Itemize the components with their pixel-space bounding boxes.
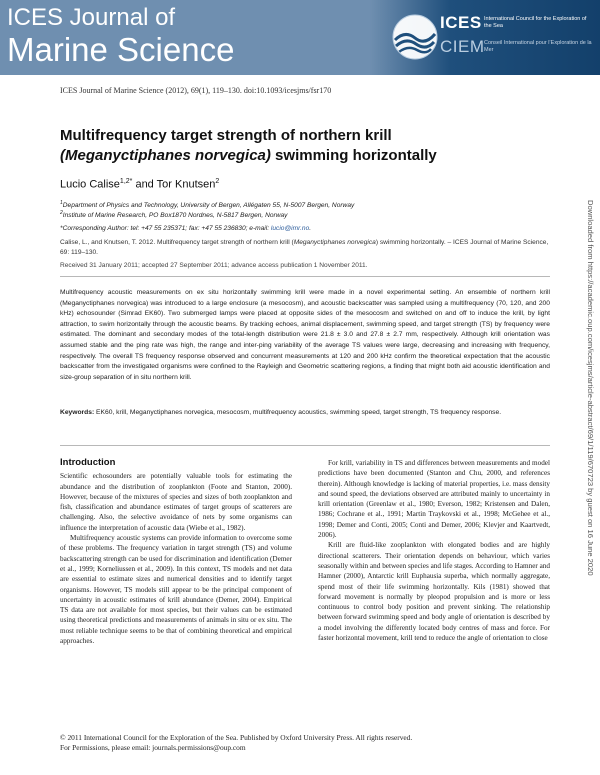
cite-species: Meganyctiphanes norvegica xyxy=(293,239,376,246)
corresponding-end: . xyxy=(309,225,312,232)
cite-part2: ) swimming horizontally. – ICES Journal of Marine Science, 69: 119–130. xyxy=(60,239,549,256)
author-2-affil: 2 xyxy=(215,178,220,185)
intro-heading: Introduction xyxy=(60,457,116,468)
corresponding-text: *Corresponding Author: tel: +47 55 235371; fax: +47 55 236830; e-mail: xyxy=(60,225,271,232)
author-list xyxy=(60,178,219,191)
abstract: Multifrequency acoustic measurements on ex situ horizontally swimming krill were made in a novel experimental setting. An ensemble of northern krill (Meganyctiphanes norvegica) was introduced to a large enclosure (a mesocosm), and acoustic backscatter was sampled using a multifrequency (70, 120, and 200 kHz) echosounder (Simrad EK60). Two submerged lamps were placed at opposite sides of the mesocosm and switched on and off to induce the krill, by light attraction, to swim horizontally through the acoustic beams. By tracking echoes, animal displacement, swimming speed, and target strength (TS) by frequency were estimated. The dominant and secondary modes of the total-length distribution were 21.8 ± 3.0 and 27.8 ± 2.7 mm, respectively. Although krill orientation was assumed stable and the ping rate was high, the range and inter-ping variability of the average TS values were large, decreasing and increasing with frequency, respectively. The overall TS frequency response observed and concurrent measurements at 120 and 200 kHz confirm the theoretical expectation that the acoustic backscatter from the investigated organisms were confined to the Rayleigh and Geometric scattering regions, a finding that might both aid acoustic identification and size-group separation of in situ northern krill. xyxy=(60,289,550,381)
intro-paragraph-2: Multifrequency acoustic systems can provide information to overcome some of these problems. The frequency variation in target strength (TS) and volume backscattering strength can be used for discrimination and identification (Demer et al., 1999; Korneliussen et al., 2009). In this context, TS models and net data are essential to estimate sizes and numerical densities and to identify target organisms. However, TS models still appear to be the principal component of uncertainty in acoustic estimates of krill abundance (Demer, 2004). Empirical TS data are not available for most species, but their values can be estimated using theoretical predictions and measurements of animals in situ or ex situ. The most reliable technique seems to be that of combining theoretical and empirical approaches. xyxy=(60,534,292,646)
org-name-english: International Council for the Exploration of the Sea xyxy=(484,16,587,29)
copyright-notice: © 2011 International Council for the Exploration of the Sea. Published by Oxford University Press. All rights reserved. xyxy=(60,733,413,742)
keywords-label: Keywords: xyxy=(60,409,95,416)
ices-globe-logo-icon xyxy=(390,12,440,62)
cite-part1: Calise, L., and Knutsen, T. 2012. Multifrequency target strength of northern krill ( xyxy=(60,239,294,246)
intro-right-column xyxy=(318,458,550,643)
publication-dates: Received 31 January 2011; accepted 27 September 2011; advance access publication 1 November 2011. xyxy=(60,262,368,269)
page-footer xyxy=(60,733,550,753)
affiliation-1-text: Department of Physics and Technology, University of Bergen, Allégaten 55, N-5007 Bergen, Norway xyxy=(62,202,355,210)
intro-paragraph-3: For krill, variability in TS and differences between measurements and model predictions have been documented (Stanton and Chu, 2000, and references therein). Although knowledge is lacking of material properties, i.e. mass density and sound speed, the deviations observed are attributed mainly to uncertainty in krill orientation (Greenlaw et al., 1980; Everson, 1982; Kristensen and Dalen, 1986; Cochrane et al., 1991; Martin Traykovski et al., 1998; McGehee et al., 1998; Demer and Conti, 2005; Conti and Demer, 2006; Klevjer and Kaartvedt, 2006). xyxy=(318,459,550,540)
ciem-wordmark: CIEM xyxy=(440,37,485,56)
divider-bottom xyxy=(60,445,550,446)
journal-title-line1: ICES Journal of xyxy=(7,4,176,31)
title-species: (Meganyctiphanes norvegica) xyxy=(60,147,271,164)
affiliation-2-sup: 2 xyxy=(60,210,63,216)
divider-top xyxy=(60,276,550,277)
intro-paragraph-1: Scientific echosounders are potentially valuable tools for estimating the abundance and the distribution of zooplankton (Foote and Stanton, 2000). However, because of the mixtures of species and sizes of both zooplankton and fish, classification and abundance estimates of target groups of scatterers are challenging. Also, the selective avoidance of nets by some organisms can influence the interpretation of acoustic data (Wiebe et al., 1982). xyxy=(60,472,292,532)
journal-title xyxy=(7,4,234,68)
author-1: Lucio Calise xyxy=(60,178,120,191)
ices-wordmark: ICES xyxy=(440,13,482,32)
download-watermark-text: Downloaded from https://academic.oup.com/icesjms/article-abstract/69/1/119/670723 by guest on 16 June 2020 xyxy=(586,200,595,576)
corresponding-email-link[interactable]: lucio@imr.no xyxy=(270,225,310,232)
title-line2-rest: swimming horizontally xyxy=(270,147,437,164)
keywords xyxy=(60,408,550,419)
affiliation-1-sup: 1 xyxy=(60,200,63,206)
download-watermark xyxy=(584,200,596,620)
author-and: and xyxy=(132,178,157,191)
journal-citation: ICES Journal of Marine Science (2012), 69(1), 119–130. doi:10.1093/icesjms/fsr170 xyxy=(60,86,332,95)
article-title xyxy=(60,126,560,166)
intro-left-column xyxy=(60,458,292,646)
permissions-notice: For Permissions, please email: journals.permissions@oup.com xyxy=(60,743,246,752)
title-line1: Multifrequency target strength of northern krill xyxy=(60,127,392,144)
cite-reference xyxy=(60,238,550,258)
intro-paragraph-4: Krill are fluid-like zooplankton with elongated bodies and are highly directional scatterers. Their orientation depends on behaviour, which varies seasonally within and between species and life stages. According to Hamner and Hamner (2000), Antarctic krill Euphausia superba, which normally aggregate, spend most of their life swimming horizontally. Kils (1981) showed that forward movement is normally by pleopod propulsion and is more or less continuous to control body position and prevent sinking. The relationship between forward swimming speed and body angle of orientation is described by a model involving the differently located body centres of mass and force. For faster horizontal movement, krill tend to reduce the angle of orientation to close xyxy=(318,541,550,643)
journal-title-line2: Marine Science xyxy=(7,31,235,68)
keywords-text: EK60, krill, Meganyctiphanes norvegica, mesocosm, multifrequency acoustics, swimming speed, target strength, TS frequency response. xyxy=(94,409,502,416)
author-2: Tor Knutsen xyxy=(156,178,216,191)
corresponding-author xyxy=(60,224,560,233)
affiliation-2 xyxy=(60,209,560,220)
author-1-affil: 1,2* xyxy=(119,178,133,185)
title-line2 xyxy=(60,146,560,166)
affiliation-2-text: Institute of Marine Research, PO Box1870 Nordnes, N-5817 Bergen, Norway xyxy=(62,212,288,220)
journal-banner xyxy=(0,0,600,75)
org-name-french: Conseil International pour l’Exploration de la Mer xyxy=(484,40,592,53)
